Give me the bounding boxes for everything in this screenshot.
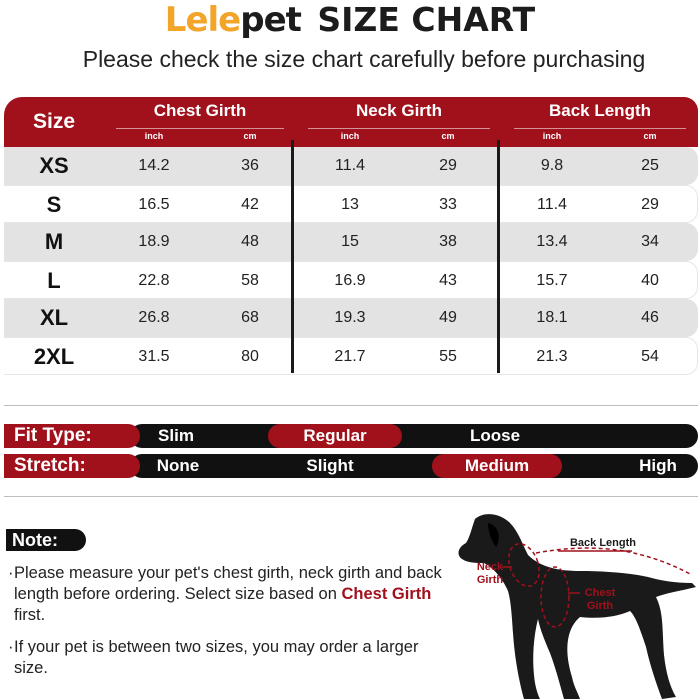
- back-inch-unit: inch: [542, 131, 562, 141]
- chest-girth-label-line1: Chest: [584, 587, 616, 599]
- table-cell: 18.1: [536, 309, 568, 326]
- note-text-2: If your pet is between two sizes, you may order a larger size.: [14, 638, 419, 677]
- note-tag: Note:: [6, 529, 86, 551]
- table-cell: 21.7: [334, 348, 366, 365]
- size-table: [4, 97, 698, 375]
- note-text-1a: Please measure your pet's chest girth, neck girth and back length before ordering. Select size based on: [14, 564, 442, 603]
- fit-option-loose: Loose: [469, 426, 521, 445]
- table-row: [4, 299, 698, 337]
- header: [0, 0, 700, 44]
- table-cell: 80: [241, 348, 259, 365]
- table-cell: 13: [341, 196, 359, 213]
- table-cell: 55: [439, 348, 457, 365]
- back-cm-unit: cm: [643, 131, 657, 141]
- dog-illustration: [440, 505, 700, 700]
- stretch-label: Stretch:: [4, 454, 140, 478]
- divider-line: [4, 496, 698, 497]
- divider-line: [4, 405, 698, 406]
- bullet-dot: ·: [8, 564, 14, 582]
- table-cell: 49: [439, 309, 457, 326]
- page-subtitle: Please check the size chart carefully before purchasing: [82, 46, 646, 72]
- neck-girth-label-line2: Girth: [476, 574, 504, 586]
- size-label: 2XL: [33, 344, 75, 369]
- fit-type-label: Fit Type:: [4, 424, 140, 448]
- column-divider: [291, 140, 294, 373]
- table-cell: 58: [241, 272, 259, 289]
- size-label: S: [46, 192, 62, 217]
- table-cell: 38: [439, 233, 457, 250]
- size-label: L: [47, 268, 61, 293]
- fit-option-regular: Regular: [268, 424, 402, 448]
- dog-silhouette-icon: [440, 505, 700, 700]
- table-row: [4, 185, 698, 223]
- size-label: M: [44, 229, 64, 254]
- fit-type-track: [130, 424, 698, 448]
- table-cell: 22.8: [138, 272, 170, 289]
- table-cell: 15: [341, 233, 359, 250]
- table-cell: 16.9: [334, 272, 366, 289]
- table-cell: 31.5: [138, 348, 170, 365]
- size-column-header: Size: [32, 110, 76, 133]
- table-cell: 46: [641, 309, 659, 326]
- table-cell: 36: [241, 157, 259, 174]
- table-cell: 40: [641, 272, 659, 289]
- size-label: XS: [39, 153, 69, 178]
- table-cell: 29: [439, 157, 457, 174]
- table-cell: 54: [641, 348, 659, 365]
- fit-option-slim: Slim: [158, 426, 194, 445]
- neck-inch-unit: inch: [340, 131, 360, 141]
- table-cell: 21.3: [536, 348, 568, 365]
- stretch-option-none: None: [156, 456, 200, 475]
- note-paragraph-2: [8, 637, 448, 679]
- column-divider: [497, 140, 500, 373]
- table-cell: 16.5: [138, 196, 170, 213]
- table-cell: 14.2: [138, 157, 170, 174]
- chest-cm-unit: cm: [243, 131, 257, 141]
- chest-girth-header: Chest Girth: [153, 101, 247, 120]
- table-cell: 11.4: [537, 196, 567, 213]
- bullet-dot: ·: [8, 638, 14, 656]
- table-cell: 13.4: [536, 233, 568, 250]
- table-cell: 48: [241, 233, 259, 250]
- brand-logo-part1: L: [164, 0, 186, 40]
- table-cell: 11.4: [335, 157, 365, 174]
- table-cell: 9.8: [540, 157, 564, 174]
- stretch-option-high: High: [639, 456, 677, 475]
- brand-logo-part3: pet: [240, 0, 301, 40]
- stretch-bar: [4, 454, 698, 478]
- chest-girth-label: [578, 587, 622, 613]
- note-emphasis: Chest Girth: [341, 585, 432, 603]
- table-cell: 19.3: [334, 309, 366, 326]
- stretch-option-medium: Medium: [432, 454, 562, 478]
- chest-inch-unit: inch: [144, 131, 164, 141]
- brand-logo-part2: ele: [185, 0, 241, 40]
- note-text-1: [8, 563, 448, 626]
- header-divider: [116, 128, 284, 129]
- note-text-1b: first.: [14, 606, 46, 624]
- table-cell: 42: [241, 196, 259, 213]
- table-cell: 33: [439, 196, 457, 213]
- stretch-option-slight: Slight: [306, 456, 354, 475]
- size-label: XL: [39, 305, 69, 330]
- table-row: [4, 261, 698, 299]
- table-cell: 26.8: [138, 309, 170, 326]
- table-row: [4, 337, 698, 375]
- table-cell: 18.9: [138, 233, 170, 250]
- table-cell: 29: [641, 196, 659, 213]
- table-cell: 25: [641, 157, 659, 174]
- neck-cm-unit: cm: [441, 131, 455, 141]
- note-paragraph-1: [8, 563, 448, 626]
- brand-logo: [165, 0, 301, 40]
- table-header: [4, 97, 698, 147]
- table-cell: 68: [241, 309, 259, 326]
- header-divider: [514, 128, 686, 129]
- back-length-label: Back Length: [569, 537, 636, 549]
- table-cell: 34: [641, 233, 659, 250]
- chest-girth-label-line2: Girth: [586, 600, 614, 612]
- header-divider: [308, 128, 490, 129]
- back-length-header: Back Length: [548, 101, 652, 120]
- table-cell: 43: [439, 272, 457, 289]
- page-title: SIZE CHART: [317, 0, 536, 39]
- neck-girth-label: [470, 561, 510, 587]
- table-row: [4, 147, 698, 185]
- table-cell: 15.7: [536, 272, 568, 289]
- neck-girth-label-line1: Neck: [476, 561, 504, 573]
- fit-type-bar: [4, 424, 698, 448]
- table-row: [4, 223, 698, 261]
- neck-girth-header: Neck Girth: [356, 101, 442, 120]
- stretch-track: [130, 454, 698, 478]
